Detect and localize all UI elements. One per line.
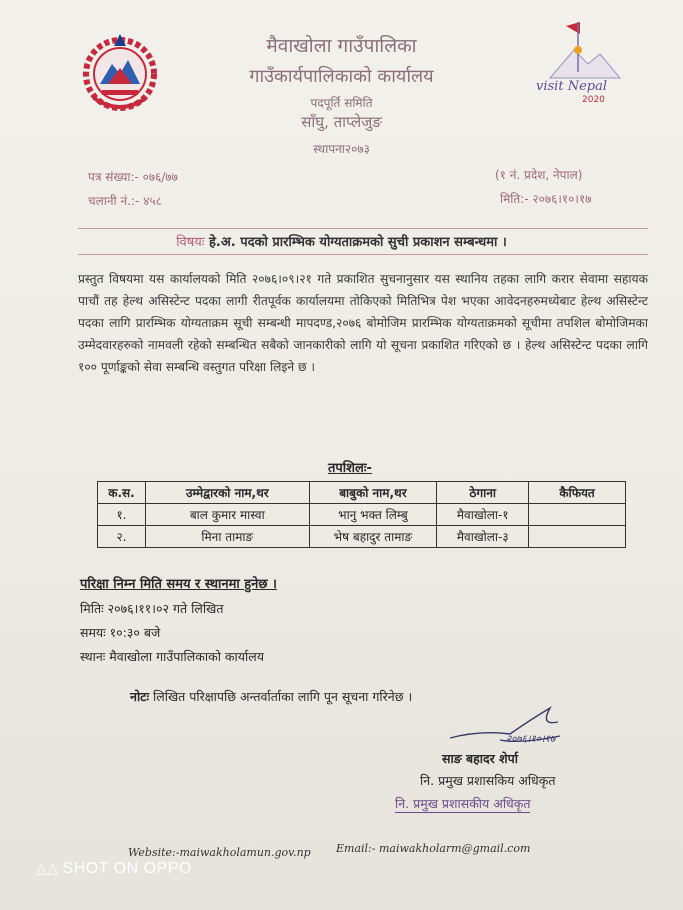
signature-date: २०७६।१०।१७ bbox=[506, 734, 556, 745]
footer-email: Email:- maiwakholarm@gmail.com bbox=[336, 842, 531, 855]
cell-serial: २. bbox=[98, 526, 146, 548]
dispatch-number: चलानी नं.:- ४५८ bbox=[88, 194, 162, 208]
cell-serial: १. bbox=[98, 504, 146, 526]
exam-time: समयः १०:३० बजे bbox=[80, 625, 161, 640]
footer-website: Website:-maiwakholamun.gov.np bbox=[128, 846, 311, 859]
header-remarks: कैफियत bbox=[529, 482, 626, 504]
letter-date: मिति:- २०७६।१०।१७ bbox=[500, 192, 592, 206]
camera-watermark bbox=[36, 860, 192, 878]
office-name: मैवाखोला गाउँपालिका bbox=[266, 35, 417, 57]
handwritten-signature bbox=[440, 700, 580, 750]
official-stamp: नि. प्रमुख प्रशासकीय अधिकृत bbox=[395, 796, 531, 811]
note-line bbox=[130, 688, 412, 705]
cell-candidate-name: मिना तामाङ bbox=[145, 526, 309, 548]
visit-nepal-text: visit Nepal bbox=[536, 79, 607, 94]
cell-father-name: भानु भक्त लिम्बु bbox=[309, 504, 437, 526]
divider-top bbox=[78, 228, 648, 229]
letter-number: पत्र संख्या:- ०७६/७७ bbox=[88, 170, 178, 184]
cell-address: मैवाखोला-३ bbox=[437, 526, 529, 548]
exam-schedule-title: परिक्षा निम्न मिति समय र स्थानमा हुनेछ । bbox=[80, 577, 277, 592]
office-address: साँघु, ताप्लेजुङ bbox=[301, 113, 382, 131]
cell-candidate-name: बाल कुमार मास्वा bbox=[145, 504, 309, 526]
notice-paragraph: प्रस्तुत विषयमा यस कार्यालयको मिति २०७६।०९।२१ गते प्रकाशित सुचनानुसार यस स्थानिय तहका लागि करार सेवामा सहायक पाचौं तह हेल्थ असिस्टेन्ट पदका लागी रीतपूर्वक कार्यालयमा तोकिएको मितिभित्र पेश भएका आवेदनहरुमध्येबाट हेल्थ असिस्टेन्ट पदका लागि प्रारम्भिक योग्यताक्रम सूची सम्बन्धी मापदण्ड,२०७६ बोमोजिम प्रारम्भिक योग्यताक्रमको सूचीमा तपशिल बोमोजिमका उम्मेदवारहरुको नामवली रहेको सम्बन्धित सबैको जानकारीको लागि यो सूचना प्रकाशित गरिएको छ । हेल्थ असिस्टेन्ट पदका लागि १०० पूर्णाङ्कको सेवा सम्बन्धि वस्तुगत परिक्षा लिइने छ । bbox=[78, 272, 648, 374]
province-label: (१ नं. प्रदेश, नेपाल) bbox=[495, 168, 583, 182]
table-row bbox=[98, 526, 626, 548]
divider-bottom bbox=[78, 254, 648, 255]
subject-text: हे.अ. पदको प्रारम्भिक योग्यताक्रमको सुची प्रकाशन सम्बन्धमा । bbox=[209, 235, 507, 250]
subject-label: विषयः bbox=[176, 235, 205, 250]
committee-name: पदपूर्ति समिति bbox=[310, 96, 373, 110]
details-caption: तपशिलः- bbox=[328, 461, 372, 476]
note-text: लिखित परिक्षापछि अन्तर्वार्ताका लागि पून सूचना गरिनेछ । bbox=[153, 689, 413, 704]
established-year: स्थापना२०७३ bbox=[313, 142, 370, 156]
header-serial: क.स. bbox=[98, 482, 146, 504]
visit-nepal-year: 2020 bbox=[582, 95, 605, 104]
camera-watermark-text: SHOT ON OPPO bbox=[62, 860, 192, 877]
note-label: नोटः bbox=[130, 689, 150, 704]
cell-remarks bbox=[529, 526, 626, 548]
exam-date: मितिः २०७६।११।०२ गते लिखित bbox=[80, 601, 224, 616]
header-candidate-name: उम्मेद्वारको नाम,थर bbox=[145, 482, 309, 504]
cell-remarks bbox=[529, 504, 626, 526]
signatory-title: नि. प्रमुख प्रशासकिय अधिकृत bbox=[420, 773, 556, 788]
header-address: ठेगाना bbox=[437, 482, 529, 504]
cell-father-name: भेष बहादुर तामाङ bbox=[309, 526, 437, 548]
subject-heading bbox=[0, 232, 683, 250]
table-row bbox=[98, 504, 626, 526]
camera-watermark-icon: △△ bbox=[36, 860, 59, 876]
cell-address: मैवाखोला-१ bbox=[437, 504, 529, 526]
table-header-row bbox=[98, 482, 626, 504]
signatory-name: साङ बहादर शेर्पा bbox=[442, 751, 518, 766]
exam-place: स्थानः मैवाखोला गाउँपालिकाको कार्यालय bbox=[80, 649, 264, 664]
header-father-name: बाबुको नाम,थर bbox=[309, 482, 437, 504]
office-subtitle: गाउँकार्यपालिकाको कार्यालय bbox=[249, 66, 434, 87]
candidate-table bbox=[97, 481, 626, 548]
